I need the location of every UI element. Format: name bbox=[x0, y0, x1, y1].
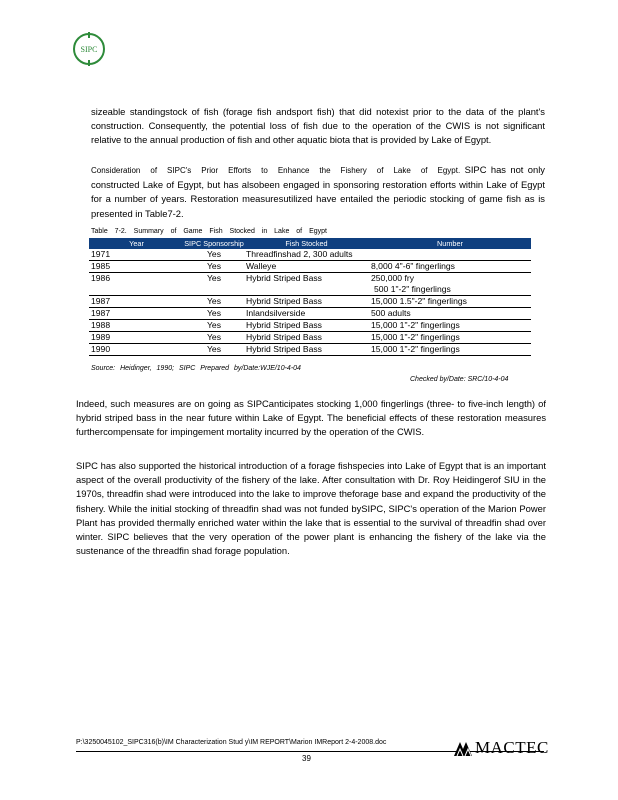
cell-sponsorship: Yes bbox=[184, 261, 244, 273]
intro-paragraph: sizeable standingstock of fish (forage fish andsport fish) that did notexist prior to the data of the plant's construction. Consequently, the potential loss of fish due to the operation of the CWIS is not significant relative to the annual production of fish and other aquatic biota that is provided by Lake of Egypt. bbox=[91, 106, 545, 146]
table-row bbox=[89, 261, 531, 273]
cell-sponsorship: Yes bbox=[184, 320, 244, 332]
table-row bbox=[89, 308, 531, 320]
cell-year: 1985 bbox=[89, 261, 184, 273]
cell-sponsorship: Yes bbox=[184, 273, 244, 296]
cell-fish: Hybrid Striped Bass bbox=[244, 273, 369, 296]
header-fish: Fish Stocked bbox=[244, 238, 369, 249]
cell-number: 15,000 1"-2" fingerlings bbox=[369, 332, 531, 344]
ongoing-measures-paragraph: Indeed, such measures are on going as SIPCanticipates stocking 1,000 fingerlings (three- to five-inch length) of hybrid striped bass in the near future within Lake of Egypt. The beneficial effects of these restoration measures furthercompensate for impingement mortality incurred by the operation of the CWIS. bbox=[76, 398, 546, 438]
restoration-lead: Consideration of SIPC's Prior Efforts to Enhance the Fishery of Lake of Egypt. bbox=[91, 166, 461, 175]
restoration-paragraph bbox=[91, 163, 545, 221]
sipc-logo bbox=[70, 30, 108, 68]
table-source: Source: Heidinger, 1990; SIPC Prepared by/Date:WJE/10-4-04 bbox=[91, 365, 301, 372]
table-row bbox=[89, 320, 531, 332]
cell-fish: Hybrid Striped Bass bbox=[244, 296, 369, 308]
cell-year: 1988 bbox=[89, 320, 184, 332]
cell-number: 8,000 4"-6" fingerlings bbox=[369, 261, 531, 273]
cell-fish: Walleye bbox=[244, 261, 369, 273]
cell-fish: Inlandsilverside bbox=[244, 308, 369, 320]
footer-file-path: P:\3250045102_SIPC316(b)\IM Characterization Stud y\IM REPORT\Marion IMReport 2-4-2008.doc bbox=[76, 739, 387, 746]
table-row bbox=[89, 249, 531, 261]
cell-number-line1: 250,000 fry bbox=[371, 273, 414, 283]
table-row bbox=[89, 344, 531, 356]
sipc-logo-icon bbox=[70, 30, 108, 68]
cell-year: 1987 bbox=[89, 308, 184, 320]
cell-fish: Hybrid Striped Bass bbox=[244, 344, 369, 356]
stocking-table bbox=[89, 238, 531, 356]
cell-number-line2: 500 1"-2" fingerlings bbox=[374, 284, 451, 294]
page-number: 39 bbox=[302, 754, 311, 763]
cell-number: 15,000 1"-2" fingerlings bbox=[369, 320, 531, 332]
cell-year: 1987 bbox=[89, 296, 184, 308]
svg-text:SIPC: SIPC bbox=[80, 45, 98, 54]
table-checked: Checked by/Date: SRC/10-4-04 bbox=[410, 376, 509, 383]
mactec-logo bbox=[453, 738, 549, 758]
table-caption: Table 7-2. Summary of Game Fish Stocked in Lake of Egypt bbox=[91, 228, 327, 235]
cell-fish: Hybrid Striped Bass bbox=[244, 332, 369, 344]
cell-number: 500 adults bbox=[369, 308, 531, 320]
table-row bbox=[89, 273, 531, 296]
table-header-row bbox=[89, 238, 531, 249]
cell-year: 1990 bbox=[89, 344, 184, 356]
table-row bbox=[89, 332, 531, 344]
header-number: Number bbox=[369, 238, 531, 249]
cell-year: 1971 bbox=[89, 249, 184, 261]
forage-fish-paragraph: SIPC has also supported the historical introduction of a forage fishspecies into Lake of Egypt that is an important aspect of the overall productivity of the fishery of the lake. After consultation with Dr. Roy Heidingerof SIU in the 1970s, threadfin shad were introduced into the lake to improve theforage base and expand the productivity of the fishery. While the initial stocking of threadfin shad was not funded bySIPC, SIPC's operation of the Marion Power Plant has provided thermally enriched water within the lake that is essential to the survival of threadfin shad over winter. SIPC believes that the very operation of the power plant is enhancing the fishery of the lake via the sustenance of the threadfin shad forage population. bbox=[76, 460, 546, 557]
cell-sponsorship: Yes bbox=[184, 308, 244, 320]
cell-fish: Threadfinshad 2, 300 adults bbox=[244, 249, 531, 261]
header-year: Year bbox=[89, 238, 184, 249]
cell-year: 1986 bbox=[89, 273, 184, 296]
cell-sponsorship: Yes bbox=[184, 344, 244, 356]
restoration-text: SIPC has not only constructed Lake of Egypt, but has alsobeen engaged in sponsoring restoration efforts within Lake of Egypt for a number of years. Restoration measuresutilized have entailed the periodic stocking of game fish as is presented in Table7-2. bbox=[91, 164, 545, 219]
table-row bbox=[89, 296, 531, 308]
cell-year: 1989 bbox=[89, 332, 184, 344]
cell-sponsorship: Yes bbox=[184, 249, 244, 261]
mactec-mark-icon bbox=[453, 739, 475, 757]
cell-number: 15,000 1"-2" fingerlings bbox=[369, 344, 531, 356]
cell-fish: Hybrid Striped Bass bbox=[244, 320, 369, 332]
header-sponsorship: SIPC Sponsorship bbox=[184, 239, 244, 248]
cell-sponsorship: Yes bbox=[184, 296, 244, 308]
mactec-company-name: MACTEC bbox=[475, 738, 549, 757]
cell-number: 15,000 1.5"-2" fingerlings bbox=[369, 296, 531, 308]
cell-sponsorship: Yes bbox=[184, 332, 244, 344]
cell-number bbox=[369, 273, 531, 296]
